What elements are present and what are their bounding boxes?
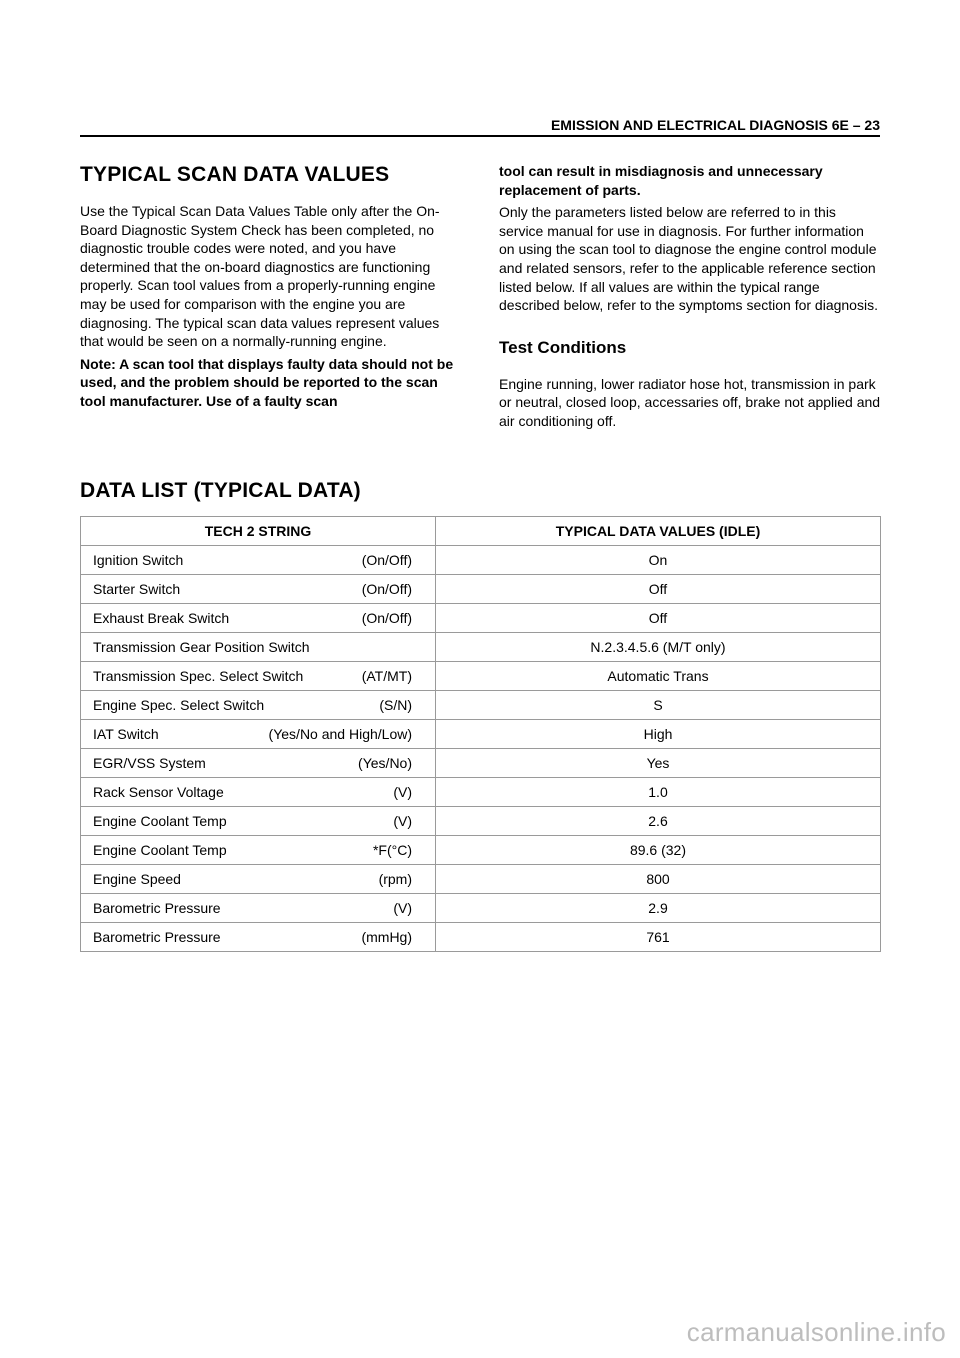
table-row (81, 749, 881, 778)
table-body (81, 546, 881, 952)
typical-value-cell: 2.6 (436, 807, 881, 836)
typical-value-cell: N.2.3.4.5.6 (M/T only) (436, 633, 881, 662)
parameter-name: Engine Coolant Temp (93, 813, 227, 829)
parameter-unit: (V) (393, 813, 412, 829)
tech2-string-cell (81, 633, 436, 662)
page-header-title: EMISSION AND ELECTRICAL DIAGNOSIS 6E – 23 (550, 117, 880, 133)
table-row (81, 604, 881, 633)
column-header-tech2-string: TECH 2 STRING (81, 517, 436, 546)
typical-value-cell: 1.0 (436, 778, 881, 807)
parameter-unit: (On/Off) (361, 581, 412, 597)
table-row (81, 720, 881, 749)
parameter-name: Transmission Spec. Select Switch (93, 668, 304, 684)
parameter-unit: (V) (393, 900, 412, 916)
parameter-unit: (On/Off) (361, 552, 412, 568)
tech2-string-cell (81, 865, 436, 894)
typical-value-cell: S (436, 691, 881, 720)
typical-value-cell: 761 (436, 923, 881, 952)
tech2-string-cell (81, 778, 436, 807)
table-row (81, 662, 881, 691)
parameter-name: Transmission Gear Position Switch (93, 639, 310, 655)
typical-value-cell: On (436, 546, 881, 575)
parameter-unit: (mmHg) (361, 929, 412, 945)
tech2-string-cell (81, 720, 436, 749)
left-column (80, 160, 464, 411)
test-conditions-heading: Test Conditions (499, 337, 627, 357)
note-paragraph-part2: tool can result in misdiagnosis and unnecessary replacement of parts. (499, 163, 823, 198)
table-row (81, 778, 881, 807)
data-list-title: DATA LIST (TYPICAL DATA) (80, 479, 361, 502)
header-rule (80, 135, 880, 137)
tech2-string-cell (81, 836, 436, 865)
parameter-name: Engine Spec. Select Switch (93, 697, 265, 713)
typical-value-cell: 800 (436, 865, 881, 894)
typical-value-cell: Off (436, 575, 881, 604)
table-header-row (81, 517, 881, 546)
parameter-name: Engine Coolant Temp (93, 842, 227, 858)
parameter-unit: *F(°C) (372, 842, 412, 858)
parameter-name: Ignition Switch (93, 552, 184, 568)
typical-value-cell: High (436, 720, 881, 749)
parameter-name: EGR/VSS System (93, 755, 206, 771)
tech2-string-cell (81, 546, 436, 575)
tech2-string-cell (81, 894, 436, 923)
parameter-name: Engine Speed (93, 871, 181, 887)
typical-value-cell: Yes (436, 749, 881, 778)
parameter-unit: (Yes/No and High/Low) (268, 726, 412, 742)
table-row (81, 894, 881, 923)
parameters-paragraph: Only the parameters listed below are referred to in this service manual for use in diagnosis. For further information on using the scan tool to diagnose the engine control module and related sensors, refer to the applicable reference section listed below. If all values are within the typical range described below, refer to the symptoms section for diagnosis. (499, 204, 878, 314)
tech2-string-cell (81, 575, 436, 604)
table-row (81, 546, 881, 575)
test-conditions-paragraph: Engine running, lower radiator hose hot, transmission in park or neutral, closed loop, accessaries off, brake not applied and air conditioning off. (499, 375, 881, 429)
parameter-unit: (Yes/No) (358, 755, 412, 771)
section-heading: TYPICAL SCAN DATA VALUES (80, 163, 390, 186)
parameter-name: Barometric Pressure (93, 900, 221, 916)
parameter-name: Starter Switch (93, 581, 181, 597)
tech2-string-cell (81, 807, 436, 836)
note-paragraph-part1: Note: A scan tool that displays faulty data should not be used, and the problem should be reported to the scan tool manufacturer. Use of a faulty scan (80, 355, 454, 409)
table-row (81, 575, 881, 604)
tech2-string-cell (81, 604, 436, 633)
parameter-unit: (AT/MT) (361, 668, 412, 684)
page-header (80, 117, 880, 137)
table-row (81, 691, 881, 720)
typical-value-cell: Off (436, 604, 881, 633)
watermark: carmanualsonline.info (686, 1317, 946, 1347)
parameter-unit: (On/Off) (361, 610, 412, 626)
parameter-unit: (S/N) (379, 697, 412, 713)
column-header-typical-values: TYPICAL DATA VALUES (IDLE) (436, 517, 881, 546)
table-row (81, 807, 881, 836)
tech2-string-cell (81, 691, 436, 720)
tech2-string-cell (81, 923, 436, 952)
typical-value-cell: 89.6 (32) (436, 836, 881, 865)
parameter-unit: (V) (393, 784, 412, 800)
table-row (81, 923, 881, 952)
typical-value-cell: Automatic Trans (436, 662, 881, 691)
parameter-unit: (rpm) (378, 871, 412, 887)
parameter-name: Rack Sensor Voltage (93, 784, 224, 800)
table-row (81, 633, 881, 662)
parameter-name: IAT Switch (93, 726, 159, 742)
table-row (81, 836, 881, 865)
table-row (81, 865, 881, 894)
right-column (499, 162, 881, 431)
parameter-name: Exhaust Break Switch (93, 610, 230, 626)
data-list-table (80, 516, 881, 952)
intro-paragraph: Use the Typical Scan Data Values Table only after the On-Board Diagnostic System Check has been completed, no diagnostic trouble codes were noted, and you have determined that the on-board diagnostics are functioning properly. Scan tool values from a properly-running engine may be used for comparison with the engine you are diagnosing. The typical scan data values represent values that would be seen on a normally-running engine. (80, 203, 440, 350)
tech2-string-cell (81, 662, 436, 691)
tech2-string-cell (81, 749, 436, 778)
typical-value-cell: 2.9 (436, 894, 881, 923)
parameter-name: Barometric Pressure (93, 929, 221, 945)
